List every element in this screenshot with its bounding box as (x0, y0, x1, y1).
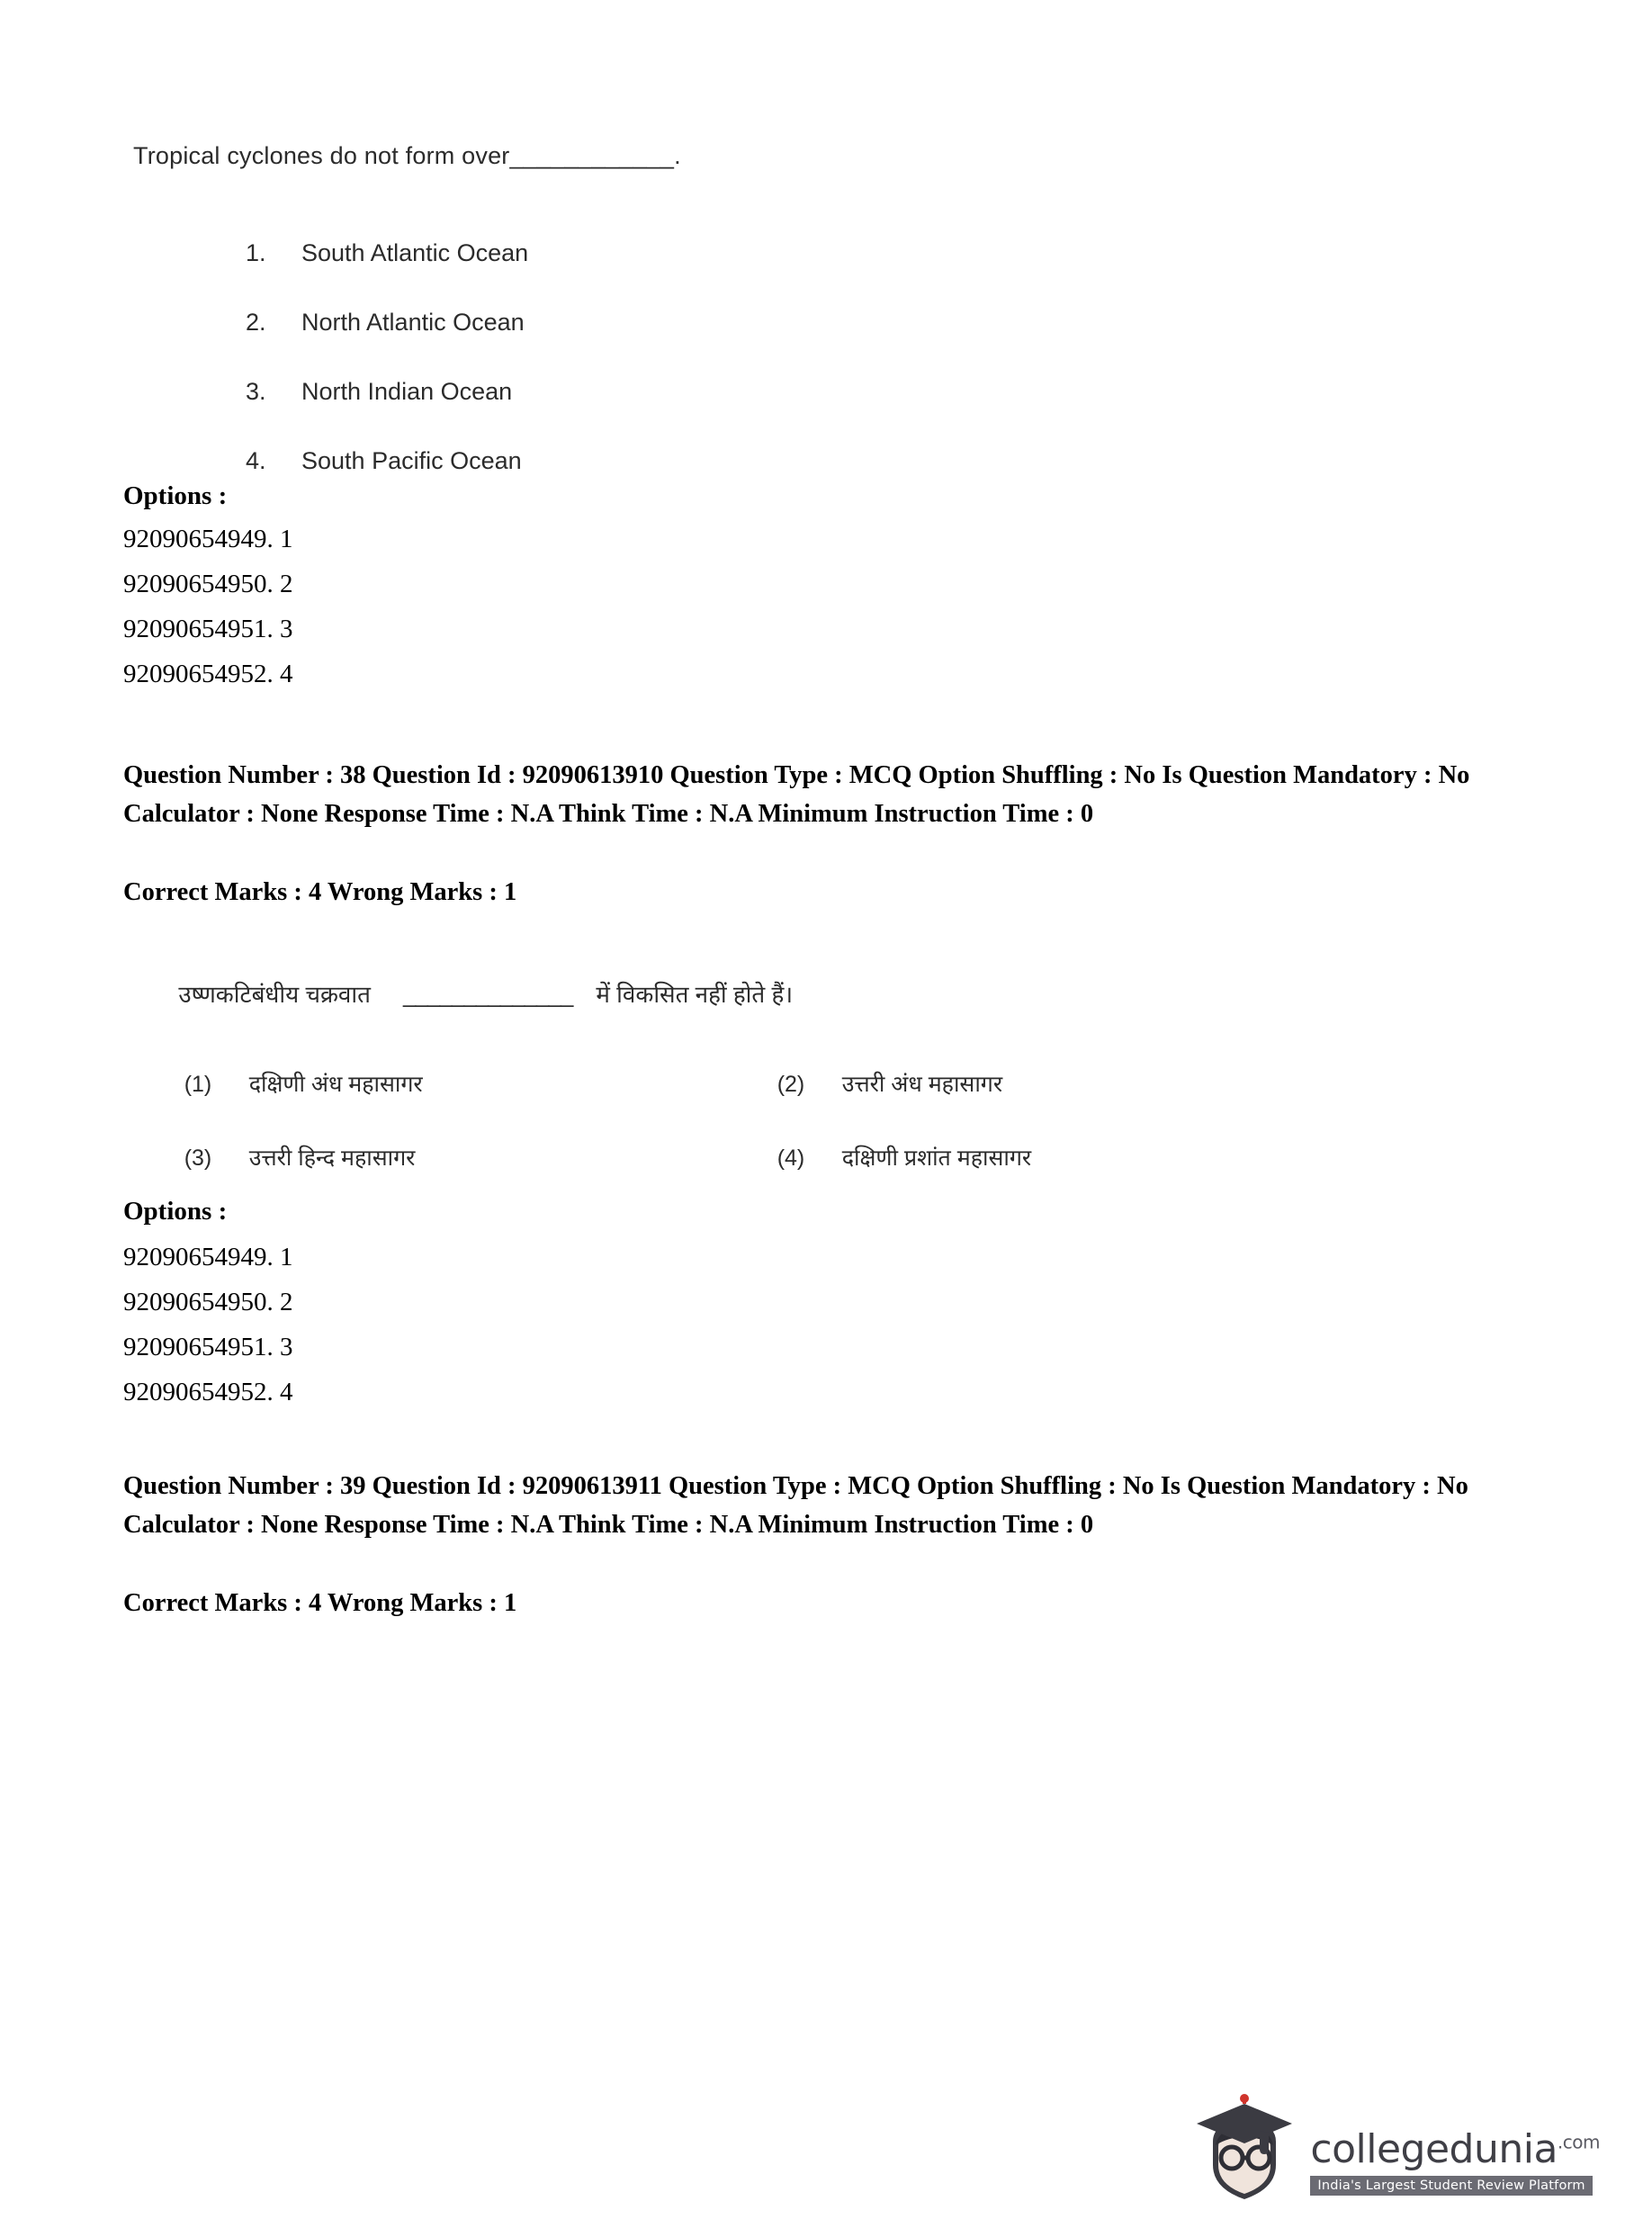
option-id-2-1: 92090654949. 1 (123, 1243, 293, 1271)
hindi-option-1-label: दक्षिणी अंध महासागर (248, 1072, 423, 1097)
question-39-marks: Correct Marks : 4 Wrong Marks : 1 (123, 1589, 517, 1617)
collegedunia-watermark (1191, 2093, 1600, 2201)
hindi-question-stem (139, 949, 793, 1038)
hindi-option-4-number: (4) (777, 1145, 805, 1171)
question-39-meta (123, 1467, 1491, 1544)
question-38-meta-line2: Question Mandatory : No Calculator : None Response Time : N.A Think Time : N.A Minimum (123, 761, 1470, 828)
english-option-4-label: South Pacific Ocean (301, 447, 522, 474)
english-option-4-number: 4. (246, 447, 266, 474)
question-39-meta-line3: Instruction Time : 0 (874, 1511, 1094, 1539)
watermark-tagline: India's Largest Student Review Platform (1310, 2176, 1592, 2196)
hindi-option-4 (740, 1116, 1031, 1199)
hindi-option-4-label: दक्षिणी प्रशांत महासागर (841, 1145, 1032, 1171)
question-39-meta-line2: Question Mandatory : No Calculator : None Response Time : N.A Think Time : N.A Minimum (123, 1472, 1468, 1539)
option-id-2-2: 92090654950. 2 (123, 1288, 293, 1316)
english-option-3-label: North Indian Ocean (301, 378, 513, 405)
hindi-stem-part1: उष्णकटिबंधीय चक्रवात (178, 981, 371, 1008)
graduate-avatar-icon (1191, 2093, 1297, 2201)
options-label-2: Options : (123, 1197, 228, 1226)
option-id-1-1: 92090654949. 1 (123, 525, 293, 553)
english-question-stem: Tropical cyclones do not form over____________. (133, 142, 681, 169)
options-label-1: Options : (123, 481, 228, 510)
watermark-brand-name: collegedunia (1310, 2126, 1558, 2172)
hindi-stem-part2: में विकसित नहीं होते हैं। (596, 981, 794, 1008)
hindi-option-1-number: (1) (184, 1072, 212, 1097)
option-id-2-4: 92090654952. 4 (123, 1378, 293, 1406)
hindi-option-3-number: (3) (184, 1145, 212, 1171)
question-38-meta-line1: Question Number : 38 Question Id : 92090613910 Question Type : MCQ Option Shuffling : No Is (123, 761, 1182, 789)
watermark-brand (1310, 2126, 1600, 2172)
watermark-text (1310, 2126, 1600, 2201)
english-option-1-number: 1. (246, 239, 266, 266)
question-38-meta (123, 756, 1491, 833)
english-option-4 (205, 419, 522, 503)
english-option-3-number: 3. (246, 378, 266, 405)
option-id-1-3: 92090654951. 3 (123, 615, 293, 643)
option-id-1-2: 92090654950. 2 (123, 570, 293, 598)
english-option-1-label: South Atlantic Ocean (301, 239, 529, 266)
english-option-2-label: North Atlantic Ocean (301, 309, 525, 336)
option-id-2-3: 92090654951. 3 (123, 1333, 293, 1361)
hindi-option-1 (147, 1042, 423, 1125)
hindi-option-2 (740, 1042, 1002, 1125)
english-option-2-number: 2. (246, 309, 266, 336)
watermark-brand-tld: .com (1557, 2131, 1600, 2153)
hindi-option-2-label: उत्तरी अंध महासागर (841, 1072, 1003, 1097)
hindi-option-2-number: (2) (777, 1072, 805, 1097)
hindi-stem-blank: ______________ (402, 981, 573, 1008)
option-id-1-4: 92090654952. 4 (123, 660, 293, 688)
question-38-meta-line3: Instruction Time : 0 (874, 800, 1094, 828)
question-38-marks: Correct Marks : 4 Wrong Marks : 1 (123, 878, 517, 906)
question-39-meta-line1: Question Number : 39 Question Id : 92090613911 Question Type : MCQ Option Shuffling : No Is (123, 1472, 1181, 1500)
hindi-option-3-label: उत्तरी हिन्द महासागर (248, 1145, 416, 1171)
hindi-option-3 (147, 1116, 415, 1199)
